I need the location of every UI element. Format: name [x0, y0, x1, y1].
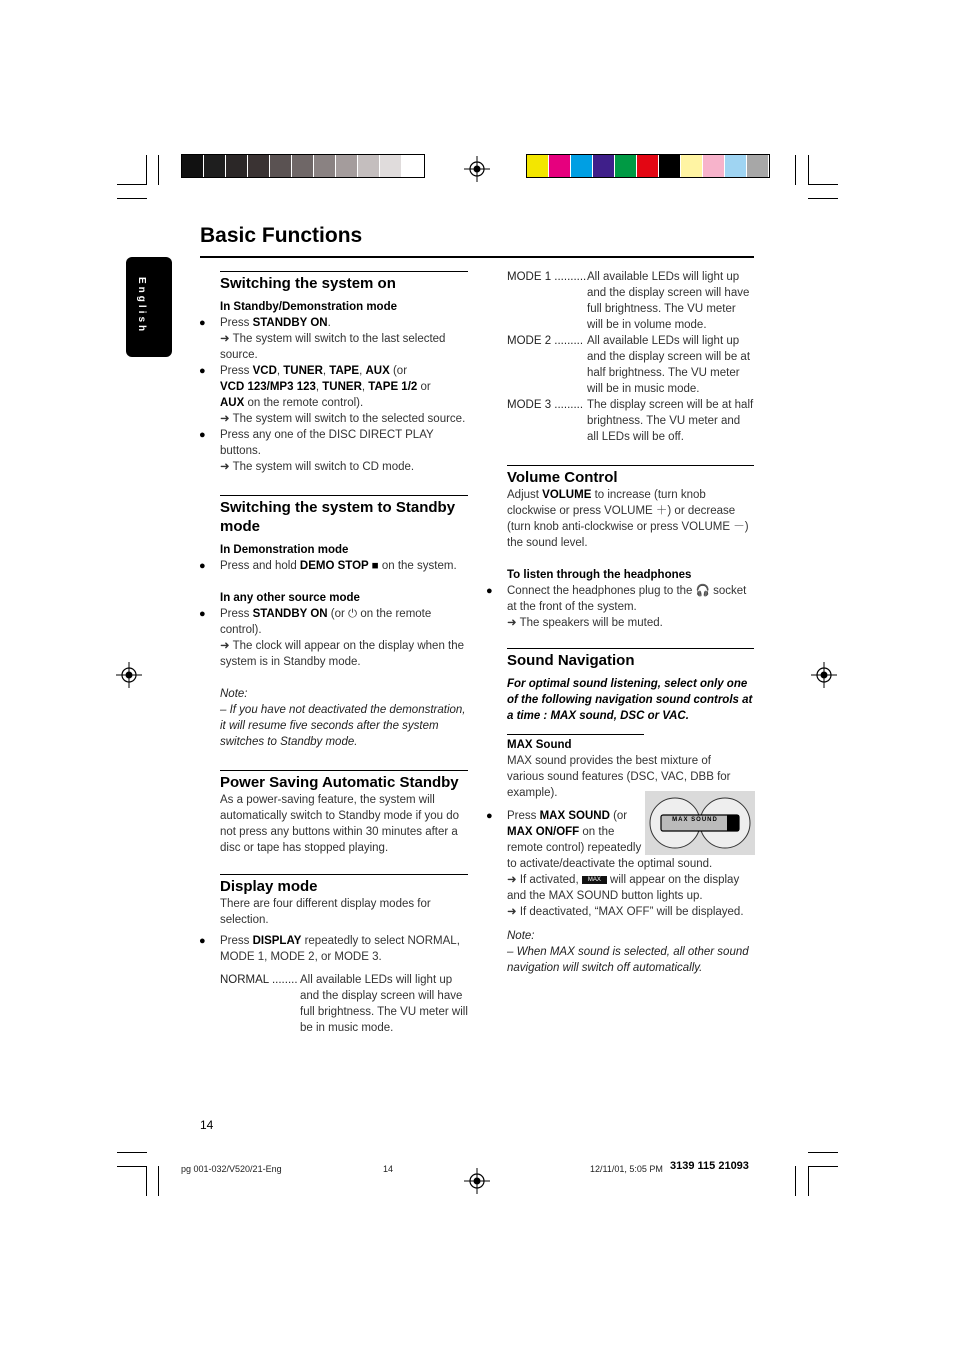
color-swatch	[703, 155, 725, 177]
bullet-item: ● Press STANDBY ON.	[220, 315, 468, 331]
crop-mark	[795, 1166, 796, 1196]
color-swatch	[571, 155, 593, 177]
crop-mark	[117, 198, 147, 199]
subheading: In Standby/Demonstration mode	[220, 301, 397, 313]
result-text: ➜ If activated, MAX will appear on the display and the MAX SOUND button lights up.	[507, 874, 740, 902]
bullet-item: ● Press VCD, TUNER, TAPE, AUX (or VCD 123/MP3 123, TUNER, TAPE 1/2 or AUX on the remote control).	[220, 363, 468, 411]
crop-mark	[808, 1166, 809, 1196]
bullet-item: ● Press DISPLAY repeatedly to select NORMAL, MODE 1, MODE 2, or MODE 3.	[220, 933, 468, 965]
section-power-saving	[220, 770, 468, 856]
color-swatch	[292, 155, 314, 177]
color-swatch	[248, 155, 270, 177]
crop-mark	[808, 1166, 838, 1167]
section-heading: Display mode	[220, 878, 318, 895]
section-heading: Sound Navigation	[507, 652, 635, 669]
title-rule	[200, 256, 754, 258]
note-text: – When MAX sound is selected, all other sound navigation will switch off automatically.	[507, 946, 749, 974]
result-text: ➜ The clock will appear on the display when the system is in Standby mode.	[220, 640, 465, 668]
color-swatch	[747, 155, 769, 177]
language-tab-label: English	[136, 277, 147, 335]
color-swatch	[226, 155, 248, 177]
mode-normal	[220, 972, 468, 1036]
color-swatch	[615, 155, 637, 177]
crop-mark	[117, 1166, 147, 1167]
subheading: In Demonstration mode	[220, 544, 349, 556]
crop-mark	[808, 155, 809, 185]
subheading: MAX Sound	[507, 739, 572, 751]
body-text: to activate/deactivate the optimal sound.	[507, 858, 713, 870]
max-sound-icon-label: MAX SOUND	[672, 817, 718, 823]
color-swatch	[725, 155, 747, 177]
section-heading: Volume Control	[507, 469, 618, 486]
result-text: ➜ If deactivated, “MAX OFF” will be displayed.	[507, 906, 744, 918]
note-label: Note:	[507, 930, 535, 942]
subheading: To listen through the headphones	[507, 569, 692, 581]
mode-value: The display screen will be at half brightness. The VU meter and all LEDs will be off.	[587, 399, 754, 443]
sub-rule	[507, 734, 644, 735]
color-swatch	[314, 155, 336, 177]
color-swatch	[270, 155, 292, 177]
section-heading: Switching the system on	[220, 275, 396, 292]
body-text: Adjust VOLUME to increase (turn knob clockwise or press VOLUME ＋) or decrease (turn knob anti-clockwise or press VOLUME －) the sound level.	[507, 489, 749, 549]
section-heading: Power Saving Automatic Standby	[220, 774, 459, 791]
mode-value: All available LEDs will light up and the display screen will have full brightness. The VU meter will be in music mode.	[300, 974, 468, 1034]
language-tab	[126, 257, 172, 357]
mode-key: MODE 3 .........	[507, 399, 584, 411]
result-text: ➜ The system will switch to CD mode.	[220, 461, 415, 473]
note-label: Note:	[220, 688, 248, 700]
section-standby	[220, 495, 468, 750]
section-heading: Switching the system to Standby mode	[220, 499, 456, 535]
color-calibration-bar	[526, 154, 770, 178]
result-text: ➜ The system will switch to the selected source.	[220, 413, 466, 425]
mode-2	[507, 333, 754, 397]
color-swatch	[681, 155, 703, 177]
color-swatch	[637, 155, 659, 177]
mode-key: MODE 2 .........	[507, 335, 584, 347]
crop-mark	[808, 1152, 838, 1153]
bullet-item: ● Press STANDBY ON (or ⏻ on the remote control).	[220, 606, 468, 638]
note-text: – If you have not deactivated the demonstration, it will resume five seconds after the system switches to Standby mode.	[220, 704, 466, 748]
crop-mark	[117, 1152, 147, 1153]
mode-key: MODE 1 ..........	[507, 271, 587, 283]
body-text: MAX sound provides the best mixture of various sound features (DSC, VAC, DBB for example).	[507, 755, 731, 799]
mode-3	[507, 397, 754, 445]
left-column	[220, 271, 468, 1036]
registration-mark-icon	[464, 156, 490, 182]
registration-mark-icon	[811, 662, 837, 688]
color-swatch	[549, 155, 571, 177]
color-swatch	[527, 155, 549, 177]
result-text: ➜ The speakers will be muted.	[507, 617, 663, 629]
color-swatch	[336, 155, 358, 177]
crop-mark	[146, 1166, 147, 1196]
color-swatch	[659, 155, 681, 177]
section-display-mode	[220, 874, 468, 1036]
max-sound-button-icon	[645, 791, 755, 855]
color-swatch	[204, 155, 226, 177]
gray-calibration-bar	[181, 154, 425, 178]
mode-key: NORMAL ........	[220, 974, 298, 986]
bullet-item: ● Connect the headphones plug to the 🎧 socket at the front of the system.	[507, 583, 754, 615]
bullet-item: ● Press and hold DEMO STOP ■ on the system.	[220, 558, 468, 574]
crop-mark	[808, 198, 838, 199]
body-text: There are four different display modes for selection.	[220, 898, 431, 926]
intro-text: For optimal sound listening, select only one of the following navigation sound controls at a time : MAX sound, DSC or VAC.	[507, 678, 753, 722]
crop-mark	[158, 155, 159, 185]
color-swatch	[358, 155, 380, 177]
max-display-icon: MAX	[582, 876, 607, 884]
registration-mark-icon	[464, 1168, 490, 1194]
result-text: ➜ The system will switch to the last selected source.	[220, 333, 446, 361]
footer-file: pg 001-032/V520/21-Eng	[181, 1164, 282, 1174]
color-swatch	[182, 155, 204, 177]
footer-page: 14	[383, 1164, 394, 1174]
mode-value: All available LEDs will light up and the display screen will be at half brightness. The VU meter will be in music mode.	[587, 335, 751, 395]
crop-mark	[146, 155, 147, 185]
footer-code: 3139 115 21093	[670, 1160, 749, 1172]
footer-date: 12/11/01, 5:05 PM	[590, 1164, 663, 1174]
section-switching-on	[220, 271, 468, 475]
crop-mark	[117, 184, 147, 185]
crop-mark	[158, 1166, 159, 1196]
subheading: In any other source mode	[220, 592, 360, 604]
right-column	[507, 269, 754, 976]
color-swatch	[593, 155, 615, 177]
registration-mark-icon	[116, 662, 142, 688]
color-swatch	[380, 155, 402, 177]
bullet-item: ● Press MAX SOUND (or MAX ON/OFF on the remote control) repeatedly	[507, 808, 645, 856]
color-swatch	[402, 155, 424, 177]
page-title: Basic Functions	[200, 224, 363, 247]
crop-mark	[808, 184, 838, 185]
page-number: 14	[200, 1118, 214, 1132]
mode-value: All available LEDs will light up and the display screen will have full brightness. The VU meter will be in volume mode.	[587, 271, 750, 331]
body-text: As a power-saving feature, the system will automatically switch to Standby mode if you do not press any buttons within 30 minutes after a disc or tape has stopped playing.	[220, 794, 460, 854]
crop-mark	[795, 155, 796, 185]
bullet-item: ● Press any one of the DISC DIRECT PLAY buttons.	[220, 427, 468, 459]
mode-1	[507, 269, 754, 333]
section-volume	[507, 465, 754, 631]
